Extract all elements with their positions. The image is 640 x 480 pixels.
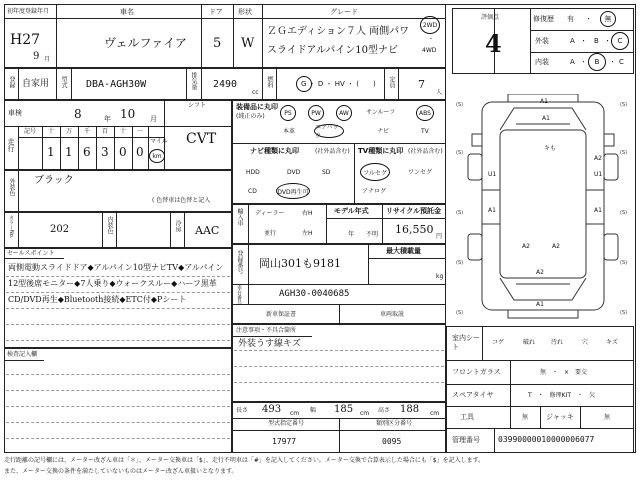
ac-value: AAC (195, 224, 220, 237)
type-value: DBA-AGH30W (86, 79, 147, 90)
spare-tire-value: T ・ 修理KIT ・ 欠 (528, 392, 596, 399)
fuel-value: G ・ D ・ HV ・ ( ) (301, 80, 376, 88)
first-reg-month-unit: 月 (44, 56, 51, 63)
inspection-month-unit: 月 (150, 115, 157, 123)
notes-value: 外装うす線キズ (238, 339, 301, 349)
first-reg-month: 9 (33, 51, 40, 62)
grade-line2: スライドアルパイン10型ナビ (267, 45, 399, 56)
car-diagram (452, 94, 634, 322)
exterior-color-value: ブラック (34, 175, 74, 186)
equip-tv: TV (421, 128, 429, 135)
mileage-header-100: 百 (102, 128, 109, 135)
navi-dvd-playback-circled: DVD再生可 (276, 183, 310, 199)
jack-label: ジャッキ (546, 413, 574, 421)
displacement-unit: cc (252, 89, 259, 96)
grade-label: グレード (330, 8, 358, 16)
capacity-label: 定員 (388, 76, 395, 88)
equip-aw-circled: AW (336, 105, 352, 121)
svg-text:(S): (S) (456, 102, 464, 108)
score-value: 4 (485, 29, 502, 58)
recycle-value: 16,550 (395, 223, 434, 236)
sheet-stain: 汚れ (551, 339, 564, 346)
shift-value: CVT (186, 131, 217, 147)
svg-text:(S): (S) (620, 102, 628, 108)
interior-b-circled: B (588, 53, 606, 71)
repair-label: 修復歴 (533, 15, 554, 23)
length-value: 493 (262, 404, 282, 415)
ac-label: 冷房 (174, 220, 181, 232)
tv-subtitle: (社外品含む) (408, 148, 443, 155)
equip-pw-circled: PW (308, 105, 324, 121)
spare-tire-label: スペアタイヤ (452, 391, 494, 399)
import-right-h: 右H (302, 210, 313, 217)
tv-oneseg: ワンセグ (408, 169, 433, 176)
control-number-label: 管理番号 (452, 436, 480, 444)
tools-label: 工具 (460, 413, 474, 421)
navi-title: ナビ種類に丸印 (250, 147, 299, 155)
chassis-value: AGH30-0040685 (279, 289, 350, 299)
reg-number-value: 岡山301も9181 (259, 257, 341, 270)
mileage-header-100k: 十 (48, 128, 55, 135)
exterior-color-label: 外装色 (8, 178, 15, 196)
windshield-value: 無 ・ × 要交 (540, 369, 588, 376)
model-year-label: モデル年式 (334, 207, 369, 215)
windshield-label: フロントガラス (452, 368, 501, 376)
interior-label: 内装 (535, 58, 549, 66)
diagram-mark-a2-rear-left: A2 (522, 243, 530, 250)
diagram-mark-a2-rear-right: A2 (552, 243, 560, 250)
drive-dot: ・ (428, 36, 435, 43)
tv-analog: アナログ (362, 188, 387, 195)
mileage-digit-5: 0 (119, 145, 127, 159)
navi-subtitle: (社外品含む) (315, 148, 350, 155)
fuel-label: 燃料 (266, 76, 273, 88)
mileage-label: 走行 (7, 138, 15, 152)
length-unit: cm (290, 410, 300, 417)
interior-sheet-label: 室内シート (452, 334, 480, 352)
height-label: 高さ (378, 407, 391, 414)
first-reg-label: 初年度登録年月 (7, 8, 50, 15)
sheet-burn: コゲ (492, 339, 505, 346)
exterior-label: 外装 (535, 37, 549, 45)
import-left-h: 左H (302, 230, 313, 237)
repair-no-circled: 無 (600, 11, 616, 27)
displacement-value: 2490 (213, 79, 238, 90)
svg-text:(S): (S) (456, 310, 464, 316)
footer-note-1: 走行距離の記号欄には、メーター改ざん車は「＊」、メーター交換車は「$」、走行不明車は「#」を記入してください。メーター交換で合算表示した場合にも「$」を記入します。 (4, 457, 485, 464)
mileage-digit-4: 3 (101, 145, 109, 159)
equipment-title: 装備品に丸印 (236, 103, 278, 111)
width-label: 幅 (310, 407, 317, 414)
first-reg-year: H27 (10, 32, 41, 48)
width-unit: cm (360, 410, 370, 417)
inspection-year-unit: 年 (104, 115, 111, 123)
score-label: 評価点 (481, 14, 500, 21)
sales-line-2: 12型後席モニター◆7人乗り◆ウォークスルー◆ハーフ黒革 (8, 279, 217, 288)
drive-4wd: 4WD (422, 47, 437, 54)
mileage-header-symbol: 記号 (24, 128, 37, 135)
exterior-dot1: ・ (580, 37, 587, 45)
repair-opt-yes: 有 (567, 15, 574, 23)
diagram-mark-a2-rear: A2 (536, 269, 544, 276)
reg-value: 自家用 (22, 79, 50, 89)
capacity-unit: 人 (436, 89, 443, 96)
control-number-value: 03990000010000006077 (498, 435, 595, 444)
mileage-header-mile: マイル (150, 138, 168, 145)
equip-navi: ナビ (377, 128, 390, 135)
interior-dot1: ・ (580, 58, 587, 66)
equipment-subtitle: (純正のみ) (236, 113, 265, 120)
import-label: 輸入車 (236, 208, 243, 226)
tv-fullseg-circled: フルセグ (360, 163, 390, 181)
model-year-year: 年 (348, 231, 355, 238)
door-value: 5 (213, 36, 222, 51)
svg-text:(S): (S) (620, 150, 628, 156)
diagram-mark-a1-rear: A1 (536, 301, 544, 308)
tools-value: 無 (522, 414, 529, 421)
import-dealer: ディーラー (255, 210, 285, 217)
equip-abs-circled: ABS (416, 105, 434, 121)
category-label: 類別区分番号 (376, 420, 413, 427)
height-unit: cm (430, 410, 440, 417)
reg-number-label: 登録番号 (236, 250, 243, 274)
diagram-mark-a2-right: A2 (594, 155, 602, 162)
svg-text:(S): (S) (620, 210, 628, 216)
interior-dot2: ・ (609, 58, 616, 66)
type-designation-value: 17977 (272, 437, 297, 446)
sales-points-title: セールスポイント (7, 250, 55, 257)
km-circled: km (149, 149, 165, 163)
navi-dvd: DVD (287, 169, 301, 176)
chassis-label: 車台番号 (236, 285, 242, 305)
inspection-notes-title: 検査記入欄 (7, 351, 38, 358)
diagram-mark-a1-front: A1 (540, 98, 548, 105)
mileage-digit-1: 1 (47, 145, 55, 159)
sheet-scratch: キズ (606, 339, 618, 346)
diagram-mark-u1-right: U1 (594, 171, 603, 178)
tv-title: TV種類に丸印 (358, 147, 404, 155)
model-year-unknown: 不明 (366, 231, 379, 238)
inspection-month: 10 (120, 107, 136, 121)
footer-note-2: また、メーター交換の条件を満たしていないものはメーター改ざん車扱いとなります。 (4, 468, 238, 475)
equip-leather: 本革 (283, 128, 296, 135)
recycle-unit: 円 (436, 233, 443, 240)
exterior-a: A (570, 37, 575, 45)
max-load-unit: kg (436, 273, 444, 280)
svg-text:(S): (S) (456, 150, 464, 156)
model-name-label: 車名 (120, 8, 134, 16)
svg-text:(S): (S) (456, 260, 464, 266)
interior-color-label: 内装色 (106, 216, 113, 234)
recycle-label: リサイクル預託金 (386, 207, 442, 215)
interior-c: C (619, 58, 624, 66)
svg-text:(S): (S) (456, 210, 464, 216)
equip-sunroof: サンルーフ (366, 109, 396, 116)
inspection-year: 8 (74, 107, 82, 121)
diagram-mark-a1-right-rear: A1 (594, 207, 602, 214)
reg-label: 登録 (8, 76, 15, 88)
exterior-b: B (594, 37, 599, 45)
diagram-mark-u1-left: U1 (488, 171, 497, 178)
shape-value: W (241, 36, 255, 51)
new-car-warranty: 新車保証書 (266, 311, 297, 318)
mileage-header-1k: 千 (84, 128, 91, 135)
diagram-mark-a1-top: A1 (542, 115, 550, 122)
mileage-header-10k: 万 (66, 128, 73, 135)
width-value: 185 (334, 404, 354, 415)
sheet-tear: 破れ (523, 339, 536, 346)
exterior-color-note: ( 色替車は色替と記入 (152, 197, 211, 204)
color-no-label: カラーNo. (8, 215, 14, 239)
exterior-c-circled: C (611, 32, 629, 50)
mileage-header-10: 十 (120, 128, 127, 135)
diagram-mark-a1-left-rear: A1 (488, 207, 496, 214)
grade-line1: ＺＧエディション７人 両側パワ (267, 26, 410, 37)
mileage-digit-6: 0 (136, 145, 144, 159)
sales-line-1: 両側電動スライドドア◆アルパイン10型ナビTV◆アルパイン (8, 263, 224, 272)
drive-2wd-circled: 2WD (420, 16, 440, 34)
displacement-label: 排気量 (190, 72, 197, 90)
shape-label: 形状 (238, 8, 252, 16)
sheet-hole: 穴 (582, 339, 589, 346)
sales-line-3: CD/DVD再生◆Bluetooth接続◆ETC付◆Pシート (8, 295, 187, 304)
door-label: ドア (209, 8, 223, 16)
equip-ps-circled: PS (280, 105, 296, 121)
type-designation-label: 型式指定番号 (268, 420, 305, 427)
jack-value: 無 (604, 414, 611, 421)
mileage-header-1: 一 (137, 128, 144, 135)
diagram-note: キも (544, 145, 557, 152)
model-name-value: ヴェルファイア (104, 36, 187, 50)
navi-cd: CD (248, 188, 257, 195)
svg-text:(S): (S) (620, 310, 628, 316)
color-no-value: 202 (50, 224, 70, 235)
navi-sd: SD (322, 169, 331, 176)
shift-label: シフト (188, 102, 207, 109)
max-load-label: 最大積載量 (386, 247, 421, 255)
equip-airbag-circled: エアバック (314, 124, 344, 138)
svg-text:(S): (S) (620, 260, 628, 266)
type-label: 型式 (60, 76, 67, 88)
notes-label: 注意事項・不具合箇所 (236, 327, 297, 334)
category-value: 0095 (382, 437, 402, 446)
mileage-digit-2: 1 (65, 145, 73, 159)
import-parallel: 並行 (264, 230, 277, 237)
capacity-value: 7 (418, 78, 425, 91)
repair-opt-dot: ・ (585, 15, 592, 23)
interior-a: A (570, 58, 575, 66)
mileage-digit-3: 6 (83, 145, 91, 159)
car-outline-svg (452, 94, 634, 322)
inspection-label: 車検 (8, 109, 22, 117)
length-label: 長さ (236, 407, 249, 414)
navi-hdd: HDD (246, 169, 260, 176)
exterior-dot2: ・ (604, 37, 611, 45)
height-value: 188 (400, 404, 420, 415)
vehicle-manual: 車両取説 (380, 311, 405, 318)
